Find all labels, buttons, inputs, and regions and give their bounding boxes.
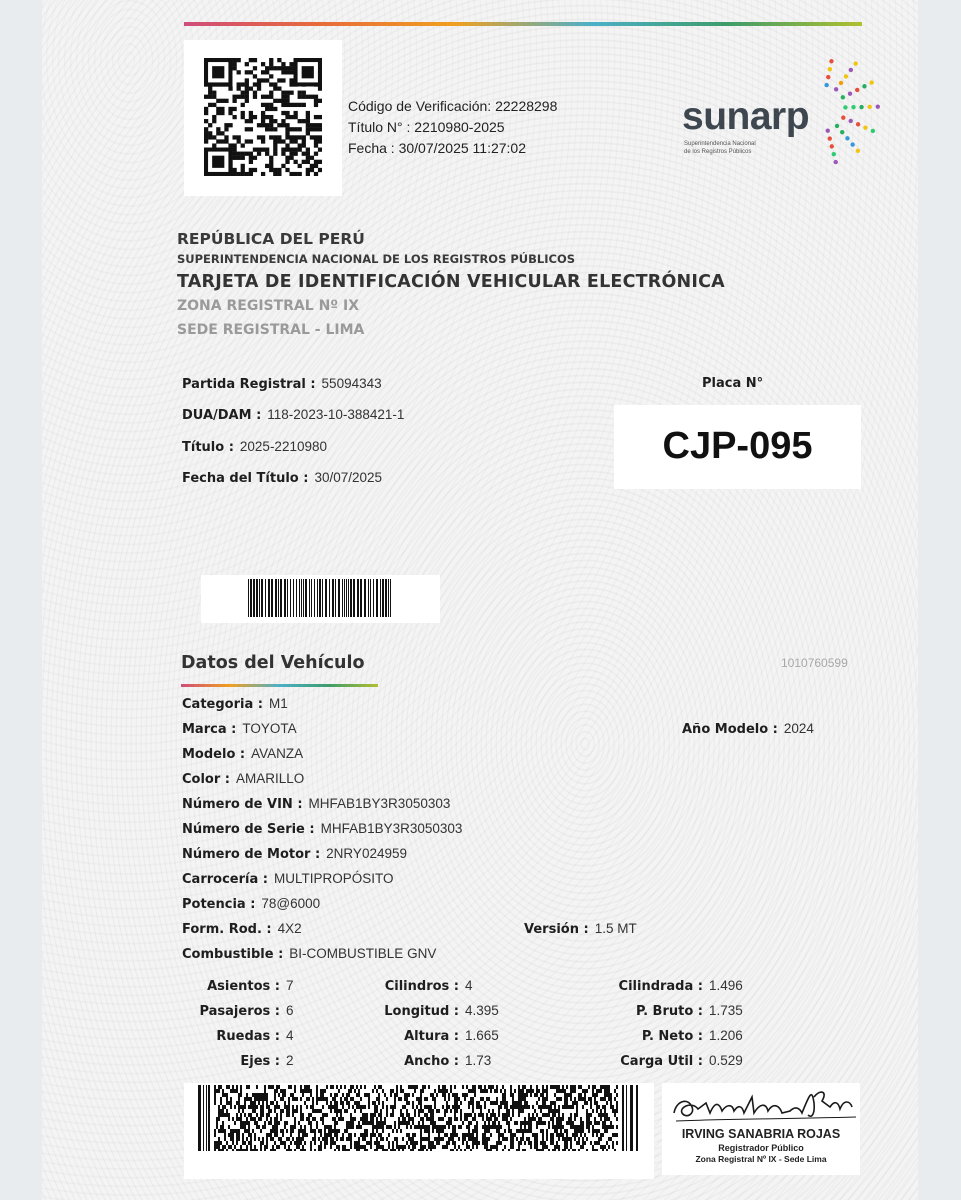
marca-label: Marca :	[182, 722, 237, 737]
barcode-icon	[248, 579, 393, 619]
anio-row	[682, 721, 814, 737]
asientos-label: Asientos :	[207, 979, 280, 994]
logo-subtitle-line2: de los Registros Públicos	[684, 149, 752, 155]
formrod-label: Form. Rod. :	[182, 922, 272, 937]
logo-wordmark: sunarp	[682, 95, 810, 138]
section-title: Datos del Vehículo	[181, 653, 365, 673]
ancho-value: 1.73	[465, 1053, 492, 1068]
signer-zone: Zona Registral Nº IX - Sede Lima	[695, 1154, 827, 1164]
asientos-row	[182, 978, 294, 994]
carroceria-row	[182, 871, 394, 887]
color-value: AMARILLO	[236, 771, 305, 786]
header-tarjeta: TARJETA DE IDENTIFICACIÓN VEHICULAR ELECTRÓNICA	[177, 272, 725, 292]
anio-value: 2024	[783, 721, 814, 736]
potencia-row	[182, 896, 320, 912]
document-number: 1010760599	[781, 656, 848, 670]
modelo-value: AVANZA	[251, 746, 304, 761]
cilindros-row	[362, 978, 473, 994]
ruedas-label: Ruedas :	[216, 1029, 280, 1044]
altura-value: 1.665	[465, 1028, 499, 1043]
categoria-row	[182, 696, 288, 712]
modelo-label: Modelo :	[182, 747, 246, 762]
verification-date: Fecha : 30/07/2025 11:27:02	[348, 140, 526, 156]
ejes-row	[182, 1053, 294, 1069]
categoria-value: M1	[268, 696, 288, 711]
pneto-value: 1.206	[709, 1028, 743, 1043]
motor-value: 2NRY024959	[326, 846, 407, 861]
signer-name: IRVING SANABRIA ROJAS	[681, 1127, 841, 1141]
placa-value: CJP-095	[662, 425, 813, 467]
ancho-label: Ancho :	[404, 1054, 459, 1069]
altura-row	[362, 1028, 499, 1044]
vehicle-id-card	[42, 0, 918, 1200]
partida-value: 55094343	[321, 376, 382, 391]
titulo-label: Título :	[182, 440, 234, 455]
verification-code: Código de Verificación: 22228298	[348, 98, 558, 114]
signer-role: Registrador Público	[718, 1143, 804, 1153]
section-underline	[181, 684, 378, 687]
pasajeros-value: 6	[286, 1003, 294, 1018]
logo-subtitle-line1: Superintendencia Nacional	[684, 141, 756, 147]
qr-code-icon	[204, 58, 322, 176]
color-bar	[184, 22, 862, 26]
altura-label: Altura :	[404, 1029, 459, 1044]
dua-row	[182, 407, 404, 423]
color-label: Color :	[182, 772, 230, 787]
placa-box	[614, 405, 861, 489]
sunarp-logo	[682, 58, 882, 168]
pneto-label: P. Neto :	[641, 1029, 703, 1044]
potencia-label: Potencia :	[182, 897, 256, 912]
header-superintendencia: SUPERINTENDENCIA NACIONAL DE LOS REGISTROS PÚBLICOS	[177, 252, 576, 266]
combustible-label: Combustible :	[182, 947, 284, 962]
partida-label: Partida Registral :	[182, 377, 316, 392]
longitud-row	[362, 1003, 499, 1019]
carroceria-value: MULTIPROPÓSITO	[273, 871, 394, 886]
pdf417-barcode[interactable]	[184, 1083, 654, 1179]
anio-label: Año Modelo :	[682, 722, 778, 737]
fecha-titulo-row	[182, 470, 382, 486]
verification-block	[348, 96, 557, 159]
serie-row	[182, 821, 462, 837]
carga-value: 0.529	[709, 1053, 743, 1068]
ejes-value: 2	[286, 1053, 294, 1068]
carroceria-label: Carrocería :	[182, 872, 268, 887]
titulo-row	[182, 439, 327, 455]
color-row	[182, 771, 304, 787]
cilindros-label: Cilindros :	[384, 979, 459, 994]
combustible-value: BI-COMBUSTIBLE GNV	[289, 946, 437, 961]
vin-row	[182, 796, 450, 812]
marca-value: TOYOTA	[242, 721, 297, 736]
dua-value: 118-2023-10-388421-1	[267, 407, 405, 422]
ruedas-value: 4	[286, 1028, 294, 1043]
categoria-label: Categoria :	[182, 697, 263, 712]
motor-label: Número de Motor :	[182, 847, 321, 862]
vin-value: MHFAB1BY3R3050303	[308, 796, 451, 811]
modelo-row	[182, 746, 303, 762]
carga-row	[582, 1053, 743, 1069]
pneto-row	[582, 1028, 743, 1044]
pbruto-label: P. Bruto :	[635, 1004, 703, 1019]
titulo-value: 2025-2210980	[239, 439, 327, 454]
header-republica: REPÚBLICA DEL PERÚ	[177, 230, 365, 248]
logo-subtitle	[684, 140, 794, 156]
ancho-row	[362, 1053, 491, 1069]
longitud-label: Longitud :	[384, 1004, 459, 1019]
potencia-value: 78@6000	[261, 896, 321, 911]
motor-row	[182, 846, 407, 862]
cilindros-value: 4	[465, 978, 473, 993]
placa-label: Placa N°	[702, 376, 764, 391]
vin-label: Número de VIN :	[182, 797, 303, 812]
dua-label: DUA/DAM :	[182, 408, 262, 423]
qr-code[interactable]	[184, 40, 342, 196]
ejes-label: Ejes :	[240, 1054, 280, 1069]
ruedas-row	[182, 1028, 294, 1044]
verification-title-number: Título N° : 2210980-2025	[348, 119, 505, 135]
serie-value: MHFAB1BY3R3050303	[320, 821, 463, 836]
formrod-value: 4X2	[277, 921, 302, 936]
pasajeros-row	[182, 1003, 294, 1019]
cilindrada-value: 1.496	[709, 978, 743, 993]
barcode-small[interactable]	[201, 575, 440, 623]
fecha-titulo-label: Fecha del Título :	[182, 471, 309, 486]
longitud-value: 4.395	[465, 1003, 499, 1018]
combustible-row	[182, 946, 436, 962]
asientos-value: 7	[286, 978, 294, 993]
version-value: 1.5 MT	[594, 921, 637, 936]
serie-label: Número de Serie :	[182, 822, 315, 837]
header-sede: SEDE REGISTRAL - LIMA	[177, 322, 365, 338]
version-label: Versión :	[524, 922, 589, 937]
formrod-row	[182, 921, 302, 937]
pbruto-row	[582, 1003, 743, 1019]
signature-block	[662, 1083, 860, 1175]
carga-label: Carga Util :	[620, 1054, 703, 1069]
pbruto-value: 1.735	[709, 1003, 743, 1018]
cilindrada-label: Cilindrada :	[618, 979, 703, 994]
cilindrada-row	[582, 978, 743, 994]
partida-row	[182, 376, 382, 392]
header-zona: ZONA REGISTRAL Nº IX	[177, 298, 360, 314]
marca-row	[182, 721, 297, 737]
pasajeros-label: Pasajeros :	[199, 1004, 280, 1019]
pdf417-barcode-icon	[198, 1085, 640, 1151]
version-row	[524, 921, 637, 937]
signature-icon	[662, 1083, 860, 1131]
fecha-titulo-value: 30/07/2025	[314, 470, 383, 485]
